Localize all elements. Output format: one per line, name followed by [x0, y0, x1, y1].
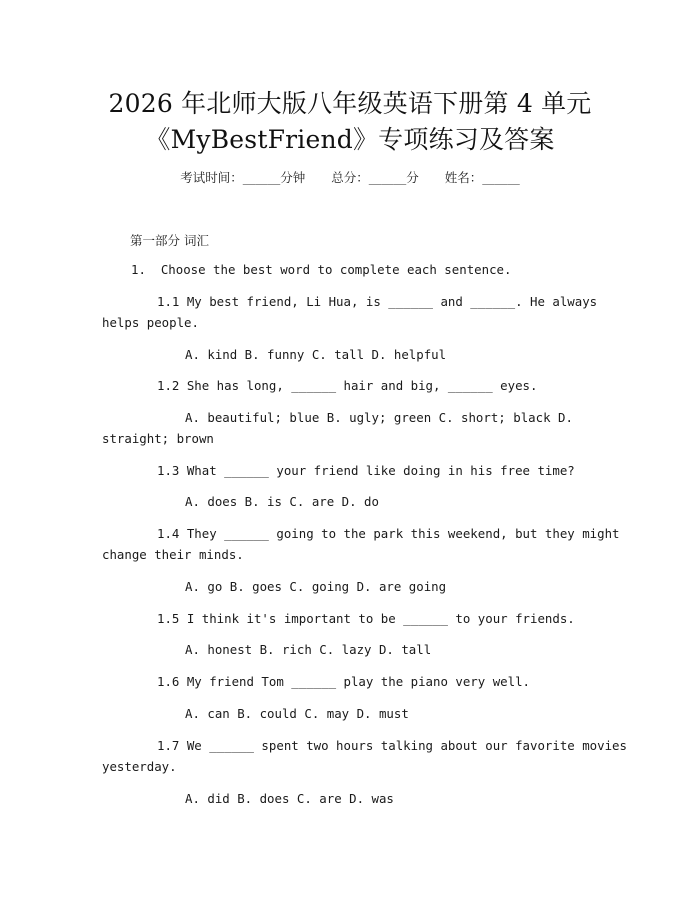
document-title-line-1: 2026 年北师大版八年级英语下册第 4 单元: [108, 89, 592, 118]
question-options: A. kind B. funny C. tall D. helpful: [185, 347, 447, 362]
question-options: A. beautiful; blue B. ugly; green C. short; black D.: [185, 410, 573, 425]
question-options: A. does B. is C. are D. do: [185, 494, 379, 509]
exam-meta: [0, 168, 700, 186]
question-text: 1.4 They ______ going to the park this weekend, but they might: [157, 526, 620, 541]
question-text-continued: helps people.: [102, 315, 199, 330]
question-instruction: 1. Choose the best word to complete each sentence.: [131, 262, 512, 277]
exam-name-field: 姓名：______: [444, 170, 520, 185]
question-text: 1.3 What ______ your friend like doing in his free time?: [157, 463, 575, 478]
question-text: 1.1 My best friend, Li Hua, is ______ and ______. He always: [157, 294, 598, 309]
question-text: 1.6 My friend Tom ______ play the piano very well.: [157, 674, 530, 689]
question-text: 1.2 She has long, ______ hair and big, ______ eyes.: [157, 378, 538, 393]
question-options: A. honest B. rich C. lazy D. tall: [185, 642, 432, 657]
exam-time-field: 考试时间：______分钟: [180, 170, 306, 185]
question-text: 1.7 We ______ spent two hours talking about our favorite movies: [157, 738, 627, 753]
question-options: A. can B. could C. may D. must: [185, 706, 409, 721]
document-title-line-2: 《MyBestFriend》专项练习及答案: [145, 125, 555, 154]
question-options-continued: straight; brown: [102, 431, 214, 446]
question-text-continued: change their minds.: [102, 547, 244, 562]
question-options: A. did B. does C. are D. was: [185, 791, 394, 806]
exam-score-field: 总分：______分: [331, 170, 419, 185]
question-text-continued: yesterday.: [102, 759, 177, 774]
question-options: A. go B. goes C. going D. are going: [185, 579, 447, 594]
question-text: 1.5 I think it's important to be ______ to your friends.: [157, 611, 575, 626]
section-heading: 第一部分 词汇: [130, 233, 209, 248]
